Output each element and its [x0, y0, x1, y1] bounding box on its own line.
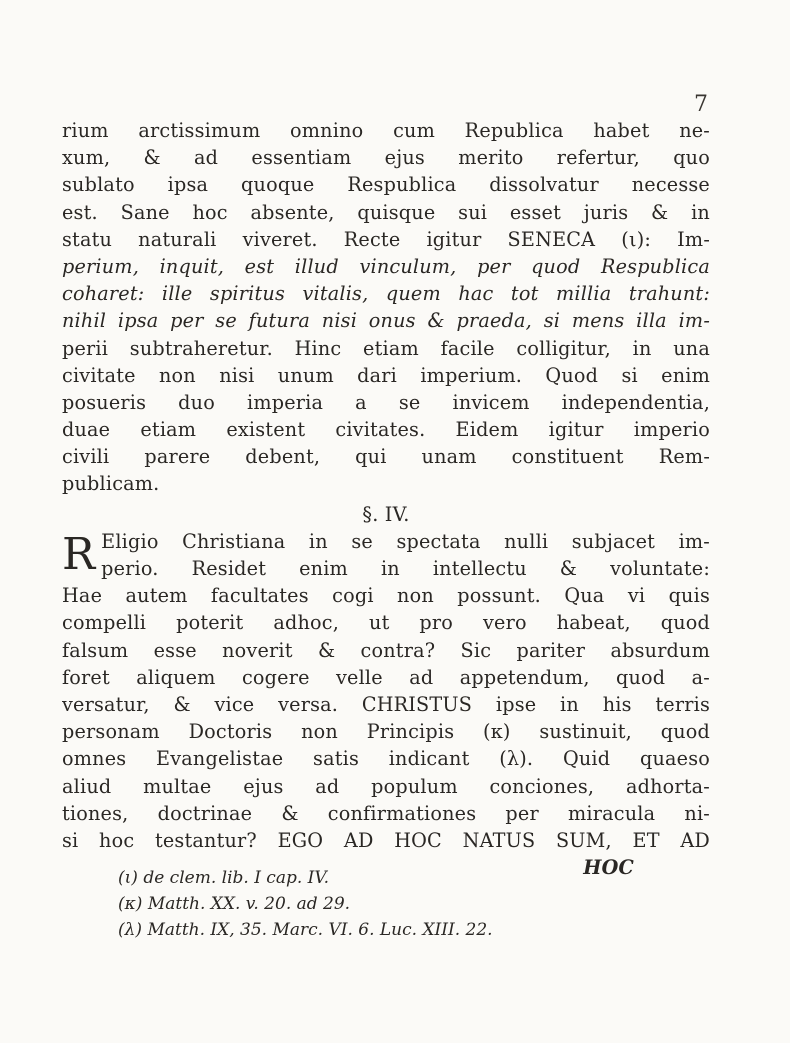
- text-line: perii subtraheretur. Hinc etiam facile colligitur, in una: [62, 336, 710, 360]
- text-line: tiones, doctrinae & confirmationes per miracula ni-: [62, 801, 710, 825]
- drop-cap: R: [62, 528, 96, 580]
- text-line: duae etiam existent civitates. Eidem igitur imperio: [62, 418, 710, 442]
- paragraph-2: [62, 528, 710, 854]
- page-number: 7: [694, 92, 708, 117]
- text-line: posueris duo imperia a se invicem independentia,: [62, 390, 710, 414]
- footnote: (ι) de clem. lib. I cap. IV.: [118, 868, 330, 888]
- section-heading: §. IV.: [362, 502, 410, 526]
- text-line: est. Sane hoc absente, quisque sui esset juris & in: [62, 200, 710, 224]
- text-line: falsum esse noverit & contra? Sic pariter absurdum: [62, 638, 710, 662]
- text-line: sublato ipsa quoque Respublica dissolvatur necesse: [62, 173, 710, 197]
- text-line: coharet: ille spiritus vitalis, quem hac tot millia trahunt:: [62, 282, 710, 306]
- text-line: perio. Residet enim in intellectu & voluntate:: [101, 557, 710, 580]
- text-line: civitate non nisi unum dari imperium. Quod si enim: [62, 363, 710, 387]
- footnote: (κ) Matth. XX. v. 20. ad 29.: [118, 894, 351, 914]
- text-line: statu naturali viveret. Recte igitur SENECA (ι): Im-: [62, 227, 710, 251]
- text-line: civili parere debent, qui unam constituent Rem-: [62, 445, 710, 469]
- text-line: aliud multae ejus ad populum conciones, adhorta-: [62, 774, 710, 798]
- body-text: [62, 117, 710, 881]
- text-line: xum, & ad essentiam ejus merito refertur, quo: [62, 146, 710, 170]
- text-line: compelli poterit adhoc, ut pro vero habeat, quod: [62, 611, 710, 635]
- text-line: si hoc testantur? EGO AD HOC NATUS SUM, ET AD: [62, 828, 710, 852]
- text-line: Eligio Christiana in se spectata nulli subjacet im-: [101, 529, 710, 553]
- text-line: omnes Evangelistae satis indicant (λ). Quid quaeso: [62, 747, 710, 771]
- text-line: nihil ipsa per se futura nisi onus & praeda, si mens illa im-: [62, 309, 710, 333]
- text-line: rium arctissimum omnino cum Republica habet ne-: [62, 119, 710, 142]
- text-line: Hae autem facultates cogi non possunt. Qua vi quis: [62, 584, 710, 608]
- footnotes: [118, 865, 678, 943]
- text-line: foret aliquem cogere velle ad appetendum, quod a-: [62, 665, 710, 689]
- text-line: perium, inquit, est illud vinculum, per quod Respublica: [62, 254, 710, 278]
- catchword: HOC: [583, 856, 634, 880]
- paragraph-1: [62, 117, 710, 498]
- text-line: publicam.: [62, 472, 160, 496]
- text-line: personam Doctoris non Principis (κ) sustinuit, quod: [62, 720, 710, 744]
- footnote: (λ) Matth. IX, 35. Marc. VI. 6. Luc. XIII. 22.: [118, 920, 493, 940]
- text-line: versatur, & vice versa. CHRISTUS ipse in his terris: [62, 692, 710, 716]
